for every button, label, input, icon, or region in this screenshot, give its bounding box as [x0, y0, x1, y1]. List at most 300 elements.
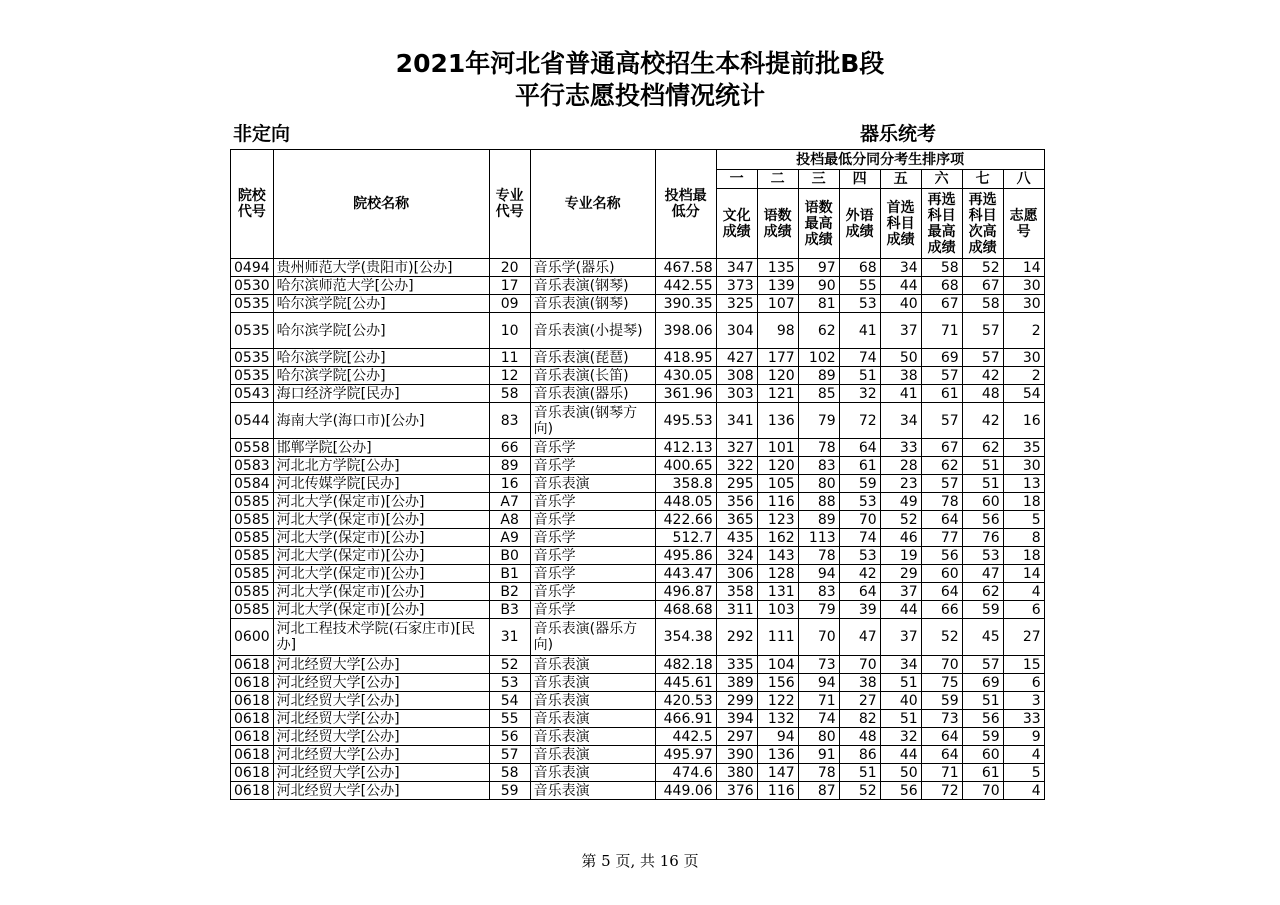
table-cell: 23: [880, 475, 921, 493]
table-cell: 116: [757, 493, 798, 511]
table-cell: 河北传媒学院[民办]: [273, 475, 489, 493]
table-cell: 海南大学(海口市)[公办]: [273, 403, 489, 439]
table-cell: 河北大学(保定市)[公办]: [273, 529, 489, 547]
table-cell: 30: [1003, 457, 1044, 475]
table-cell: 61: [839, 457, 880, 475]
table-cell: 51: [962, 692, 1003, 710]
table-cell: 412.13: [655, 439, 716, 457]
table-cell: 0535: [231, 367, 274, 385]
table-cell: 53: [839, 493, 880, 511]
table-cell: 83: [798, 583, 839, 601]
table-cell: 35: [1003, 439, 1044, 457]
table-cell: 38: [839, 674, 880, 692]
table-cell: 422.66: [655, 511, 716, 529]
table-cell: 40: [880, 692, 921, 710]
header-school-code: 院校代号: [231, 150, 274, 259]
table-cell: 73: [921, 710, 962, 728]
table-cell: 64: [839, 583, 880, 601]
table-cell: 音乐学: [530, 601, 655, 619]
table-cell: 121: [757, 385, 798, 403]
table-cell: 音乐表演: [530, 710, 655, 728]
table-cell: A7: [489, 493, 530, 511]
table-cell: 98: [757, 313, 798, 349]
table-cell: 37: [880, 619, 921, 656]
table-cell: 512.7: [655, 529, 716, 547]
table-cell: 435: [716, 529, 757, 547]
table-cell: 河北北方学院[公办]: [273, 457, 489, 475]
table-cell: 62: [798, 313, 839, 349]
table-cell: 0618: [231, 764, 274, 782]
table-cell: 47: [839, 619, 880, 656]
table-cell: 河北经贸大学[公办]: [273, 692, 489, 710]
table-cell: 57: [921, 367, 962, 385]
table-row: [231, 457, 1045, 475]
table-cell: 河北工程技术学院(石家庄市)[民办]: [273, 619, 489, 656]
table-cell: 0618: [231, 728, 274, 746]
table-cell: 111: [757, 619, 798, 656]
table-cell: 59: [962, 601, 1003, 619]
table-cell: 57: [489, 746, 530, 764]
table-cell: 116: [757, 782, 798, 800]
table-cell: 0544: [231, 403, 274, 439]
table-cell: 57: [962, 313, 1003, 349]
table-cell: 哈尔滨学院[公办]: [273, 349, 489, 367]
table-cell: 59: [489, 782, 530, 800]
table-cell: 64: [921, 583, 962, 601]
table-cell: 46: [880, 529, 921, 547]
table-cell: 61: [962, 764, 1003, 782]
table-cell: 河北经贸大学[公办]: [273, 728, 489, 746]
table-cell: 71: [798, 692, 839, 710]
table-cell: 音乐表演(长笛): [530, 367, 655, 385]
table-cell: 107: [757, 295, 798, 313]
table-cell: 78: [798, 547, 839, 565]
table-cell: 67: [921, 295, 962, 313]
table-cell: 94: [757, 728, 798, 746]
table-cell: 19: [880, 547, 921, 565]
table-cell: 河北大学(保定市)[公办]: [273, 547, 489, 565]
table-cell: 音乐学: [530, 511, 655, 529]
table-cell: 5: [1003, 764, 1044, 782]
table-cell: 河北大学(保定市)[公办]: [273, 565, 489, 583]
table-cell: 音乐学: [530, 439, 655, 457]
table-cell: 430.05: [655, 367, 716, 385]
table-cell: 49: [880, 493, 921, 511]
header-sort-item: 志愿号: [1003, 189, 1044, 259]
table-row: [231, 782, 1045, 800]
table-row: [231, 493, 1045, 511]
table-cell: 467.58: [655, 259, 716, 277]
header-major-code: 专业代号: [489, 150, 530, 259]
table-cell: 120: [757, 367, 798, 385]
table-row: [231, 259, 1045, 277]
table-cell: 466.91: [655, 710, 716, 728]
table-cell: 音乐表演: [530, 475, 655, 493]
table-cell: 哈尔滨师范大学[公办]: [273, 277, 489, 295]
table-cell: 27: [1003, 619, 1044, 656]
table-cell: 322: [716, 457, 757, 475]
table-cell: 87: [798, 782, 839, 800]
table-cell: 390: [716, 746, 757, 764]
table-cell: 347: [716, 259, 757, 277]
table-cell: 68: [921, 277, 962, 295]
table-cell: 53: [839, 295, 880, 313]
table-cell: 14: [1003, 259, 1044, 277]
header-ordinal: 一: [716, 170, 757, 189]
table-cell: 495.53: [655, 403, 716, 439]
table-cell: 0585: [231, 493, 274, 511]
header-ordinal: 二: [757, 170, 798, 189]
table-cell: 8: [1003, 529, 1044, 547]
table-cell: 365: [716, 511, 757, 529]
table-cell: 58: [921, 259, 962, 277]
table-cell: 103: [757, 601, 798, 619]
table-cell: 64: [921, 746, 962, 764]
table-cell: 0618: [231, 746, 274, 764]
table-cell: 292: [716, 619, 757, 656]
table-cell: 2: [1003, 313, 1044, 349]
table-cell: 14: [1003, 565, 1044, 583]
table-cell: A9: [489, 529, 530, 547]
table-cell: 81: [798, 295, 839, 313]
table-cell: 66: [921, 601, 962, 619]
table-cell: 104: [757, 656, 798, 674]
table-cell: 音乐学: [530, 547, 655, 565]
table-cell: 0600: [231, 619, 274, 656]
table-cell: 90: [798, 277, 839, 295]
table-cell: 50: [880, 764, 921, 782]
table-cell: 56: [880, 782, 921, 800]
table-cell: 15: [1003, 656, 1044, 674]
table-cell: 89: [798, 367, 839, 385]
table-cell: 音乐学: [530, 583, 655, 601]
table-cell: 64: [839, 439, 880, 457]
table-cell: 358.8: [655, 475, 716, 493]
table-cell: 66: [489, 439, 530, 457]
page-title: 2021年河北省普通高校招生本科提前批B段: [395, 49, 885, 78]
header-sort-item: 语数成绩: [757, 189, 798, 259]
table-cell: 42: [839, 565, 880, 583]
table-cell: 河北经贸大学[公办]: [273, 674, 489, 692]
table-cell: 341: [716, 403, 757, 439]
table-cell: 12: [489, 367, 530, 385]
table-cell: 62: [962, 583, 1003, 601]
table-cell: 48: [962, 385, 1003, 403]
table-cell: 297: [716, 728, 757, 746]
table-cell: 79: [798, 403, 839, 439]
table-cell: B0: [489, 547, 530, 565]
table-cell: 324: [716, 547, 757, 565]
table-cell: 0585: [231, 565, 274, 583]
header-ordinal: 五: [880, 170, 921, 189]
table-cell: 33: [1003, 710, 1044, 728]
table-cell: 53: [839, 547, 880, 565]
table-cell: 390.35: [655, 295, 716, 313]
table-cell: 音乐表演(器乐方向): [530, 619, 655, 656]
table-cell: 0558: [231, 439, 274, 457]
table-cell: 136: [757, 746, 798, 764]
table-cell: 105: [757, 475, 798, 493]
table-cell: 120: [757, 457, 798, 475]
table-cell: 56: [962, 511, 1003, 529]
table-row: [231, 367, 1045, 385]
header-ordinal: 三: [798, 170, 839, 189]
table-cell: 48: [839, 728, 880, 746]
table-cell: 358: [716, 583, 757, 601]
table-cell: 0584: [231, 475, 274, 493]
table-cell: 44: [880, 277, 921, 295]
table-cell: 53: [489, 674, 530, 692]
header-sort-item: 语数最高成绩: [798, 189, 839, 259]
table-cell: 音乐表演(器乐): [530, 385, 655, 403]
table-cell: 94: [798, 674, 839, 692]
table-cell: 河北大学(保定市)[公办]: [273, 493, 489, 511]
table-cell: 77: [921, 529, 962, 547]
table-cell: 34: [880, 403, 921, 439]
table-cell: 86: [839, 746, 880, 764]
table-row: [231, 601, 1045, 619]
table-cell: 17: [489, 277, 530, 295]
table-cell: 56: [489, 728, 530, 746]
header-sort-item: 外语成绩: [839, 189, 880, 259]
table-cell: 59: [839, 475, 880, 493]
table-cell: 6: [1003, 674, 1044, 692]
table-row: [231, 692, 1045, 710]
table-cell: 73: [798, 656, 839, 674]
table-cell: 147: [757, 764, 798, 782]
table-cell: 69: [921, 349, 962, 367]
table-cell: 河北大学(保定市)[公办]: [273, 601, 489, 619]
table-cell: 85: [798, 385, 839, 403]
table-cell: 143: [757, 547, 798, 565]
table-cell: 0618: [231, 674, 274, 692]
table-cell: 102: [798, 349, 839, 367]
header-ordinal: 七: [962, 170, 1003, 189]
table-cell: 132: [757, 710, 798, 728]
table-cell: 0618: [231, 782, 274, 800]
table-row: [231, 511, 1045, 529]
table-cell: 0585: [231, 601, 274, 619]
table-cell: 音乐表演: [530, 782, 655, 800]
table-cell: 51: [839, 367, 880, 385]
table-cell: A8: [489, 511, 530, 529]
table-row: [231, 764, 1045, 782]
table-cell: 443.47: [655, 565, 716, 583]
table-cell: 380: [716, 764, 757, 782]
header-sort-item: 再选科目次高成绩: [962, 189, 1003, 259]
header-sort-item: 再选科目最高成绩: [921, 189, 962, 259]
table-cell: 389: [716, 674, 757, 692]
header-sort-item: 首选科目成绩: [880, 189, 921, 259]
table-cell: 0618: [231, 656, 274, 674]
table-cell: 122: [757, 692, 798, 710]
table-cell: 356: [716, 493, 757, 511]
table-cell: 60: [921, 565, 962, 583]
table-cell: 373: [716, 277, 757, 295]
table-row: [231, 728, 1045, 746]
table-cell: 64: [921, 728, 962, 746]
table-cell: 64: [921, 511, 962, 529]
table-cell: 0535: [231, 295, 274, 313]
table-cell: 80: [798, 728, 839, 746]
table-cell: 79: [798, 601, 839, 619]
header-tiebreak-group: 投档最低分同分考生排序项: [716, 150, 1044, 170]
table-cell: 3: [1003, 692, 1044, 710]
table-cell: 邯郸学院[公办]: [273, 439, 489, 457]
table-cell: 哈尔滨学院[公办]: [273, 367, 489, 385]
table-cell: 0583: [231, 457, 274, 475]
header-ordinal: 八: [1003, 170, 1044, 189]
table-cell: 123: [757, 511, 798, 529]
page-footer: 第 5 页, 共 16 页: [581, 852, 699, 870]
table-cell: 68: [839, 259, 880, 277]
table-cell: 101: [757, 439, 798, 457]
table-row: [231, 403, 1045, 439]
table-cell: 71: [921, 764, 962, 782]
table-cell: 河北经贸大学[公办]: [273, 710, 489, 728]
table-cell: 83: [798, 457, 839, 475]
table-row: [231, 277, 1045, 295]
table-cell: 495.86: [655, 547, 716, 565]
table-cell: 177: [757, 349, 798, 367]
table-cell: 16: [1003, 403, 1044, 439]
category-label-right: 器乐统考: [860, 123, 937, 145]
table-cell: 60: [962, 746, 1003, 764]
table-cell: 音乐表演: [530, 692, 655, 710]
table-cell: 音乐表演(钢琴方向): [530, 403, 655, 439]
table-cell: 0535: [231, 349, 274, 367]
table-cell: 音乐表演(小提琴): [530, 313, 655, 349]
table-cell: 55: [489, 710, 530, 728]
table-cell: 156: [757, 674, 798, 692]
table-row: [231, 656, 1045, 674]
table-cell: 0618: [231, 692, 274, 710]
table-cell: 51: [880, 674, 921, 692]
table-row: [231, 547, 1045, 565]
table-cell: 45: [962, 619, 1003, 656]
table-cell: 83: [489, 403, 530, 439]
table-cell: 398.06: [655, 313, 716, 349]
table-cell: 河北经贸大学[公办]: [273, 656, 489, 674]
table-cell: 400.65: [655, 457, 716, 475]
table-cell: 445.61: [655, 674, 716, 692]
table-cell: 42: [962, 403, 1003, 439]
table-cell: 10: [489, 313, 530, 349]
table-cell: 70: [798, 619, 839, 656]
table-row: [231, 565, 1045, 583]
table-cell: 河北经贸大学[公办]: [273, 746, 489, 764]
table-cell: 51: [839, 764, 880, 782]
table-cell: 62: [921, 457, 962, 475]
table-cell: 62: [962, 439, 1003, 457]
table-cell: 70: [921, 656, 962, 674]
table-cell: 74: [839, 349, 880, 367]
table-cell: 58: [489, 764, 530, 782]
table-cell: 6: [1003, 601, 1044, 619]
table-cell: 420.53: [655, 692, 716, 710]
table-cell: 91: [798, 746, 839, 764]
table-cell: 295: [716, 475, 757, 493]
table-cell: 135: [757, 259, 798, 277]
table-cell: 94: [798, 565, 839, 583]
table-cell: 139: [757, 277, 798, 295]
table-cell: 427: [716, 349, 757, 367]
table-cell: 57: [962, 349, 1003, 367]
table-cell: 113: [798, 529, 839, 547]
table-row: [231, 313, 1045, 349]
table-cell: 306: [716, 565, 757, 583]
table-cell: 0494: [231, 259, 274, 277]
table-cell: 58: [489, 385, 530, 403]
table-cell: 音乐学: [530, 565, 655, 583]
table-row: [231, 529, 1045, 547]
table-row: [231, 674, 1045, 692]
table-cell: 30: [1003, 295, 1044, 313]
table-cell: 361.96: [655, 385, 716, 403]
table-cell: 299: [716, 692, 757, 710]
table-row: [231, 385, 1045, 403]
table-cell: B3: [489, 601, 530, 619]
table-cell: 50: [880, 349, 921, 367]
table-cell: 9: [1003, 728, 1044, 746]
header-ordinal: 四: [839, 170, 880, 189]
table-cell: 70: [839, 511, 880, 529]
table-row: [231, 746, 1045, 764]
header-major-name: 专业名称: [530, 150, 655, 259]
table-row: [231, 619, 1045, 656]
table-cell: 97: [798, 259, 839, 277]
table-cell: 47: [962, 565, 1003, 583]
table-cell: 82: [839, 710, 880, 728]
table-cell: 303: [716, 385, 757, 403]
table-cell: 音乐表演: [530, 728, 655, 746]
header-school-name: 院校名称: [273, 150, 489, 259]
table-cell: 52: [839, 782, 880, 800]
table-cell: 30: [1003, 349, 1044, 367]
table-cell: 音乐表演(钢琴): [530, 295, 655, 313]
table-cell: 59: [962, 728, 1003, 746]
table-row: [231, 583, 1045, 601]
table-cell: 31: [489, 619, 530, 656]
table-cell: 376: [716, 782, 757, 800]
table-cell: 16: [489, 475, 530, 493]
table-cell: 495.97: [655, 746, 716, 764]
table-cell: 394: [716, 710, 757, 728]
table-cell: 311: [716, 601, 757, 619]
table-cell: 56: [921, 547, 962, 565]
table-cell: 0585: [231, 547, 274, 565]
table-cell: 52: [489, 656, 530, 674]
table-cell: 80: [798, 475, 839, 493]
table-cell: B2: [489, 583, 530, 601]
table-cell: 442.55: [655, 277, 716, 295]
table-cell: 音乐学: [530, 457, 655, 475]
table-cell: 哈尔滨学院[公办]: [273, 313, 489, 349]
admission-table: [230, 149, 1045, 800]
table-cell: 音乐表演(钢琴): [530, 277, 655, 295]
table-cell: 51: [880, 710, 921, 728]
table-cell: 40: [880, 295, 921, 313]
table-cell: 67: [962, 277, 1003, 295]
table-row: [231, 295, 1045, 313]
table-cell: 34: [880, 656, 921, 674]
table-cell: 27: [839, 692, 880, 710]
table-cell: 0618: [231, 710, 274, 728]
table-cell: 18: [1003, 493, 1044, 511]
table-cell: 37: [880, 313, 921, 349]
table-cell: 09: [489, 295, 530, 313]
table-cell: 0585: [231, 529, 274, 547]
